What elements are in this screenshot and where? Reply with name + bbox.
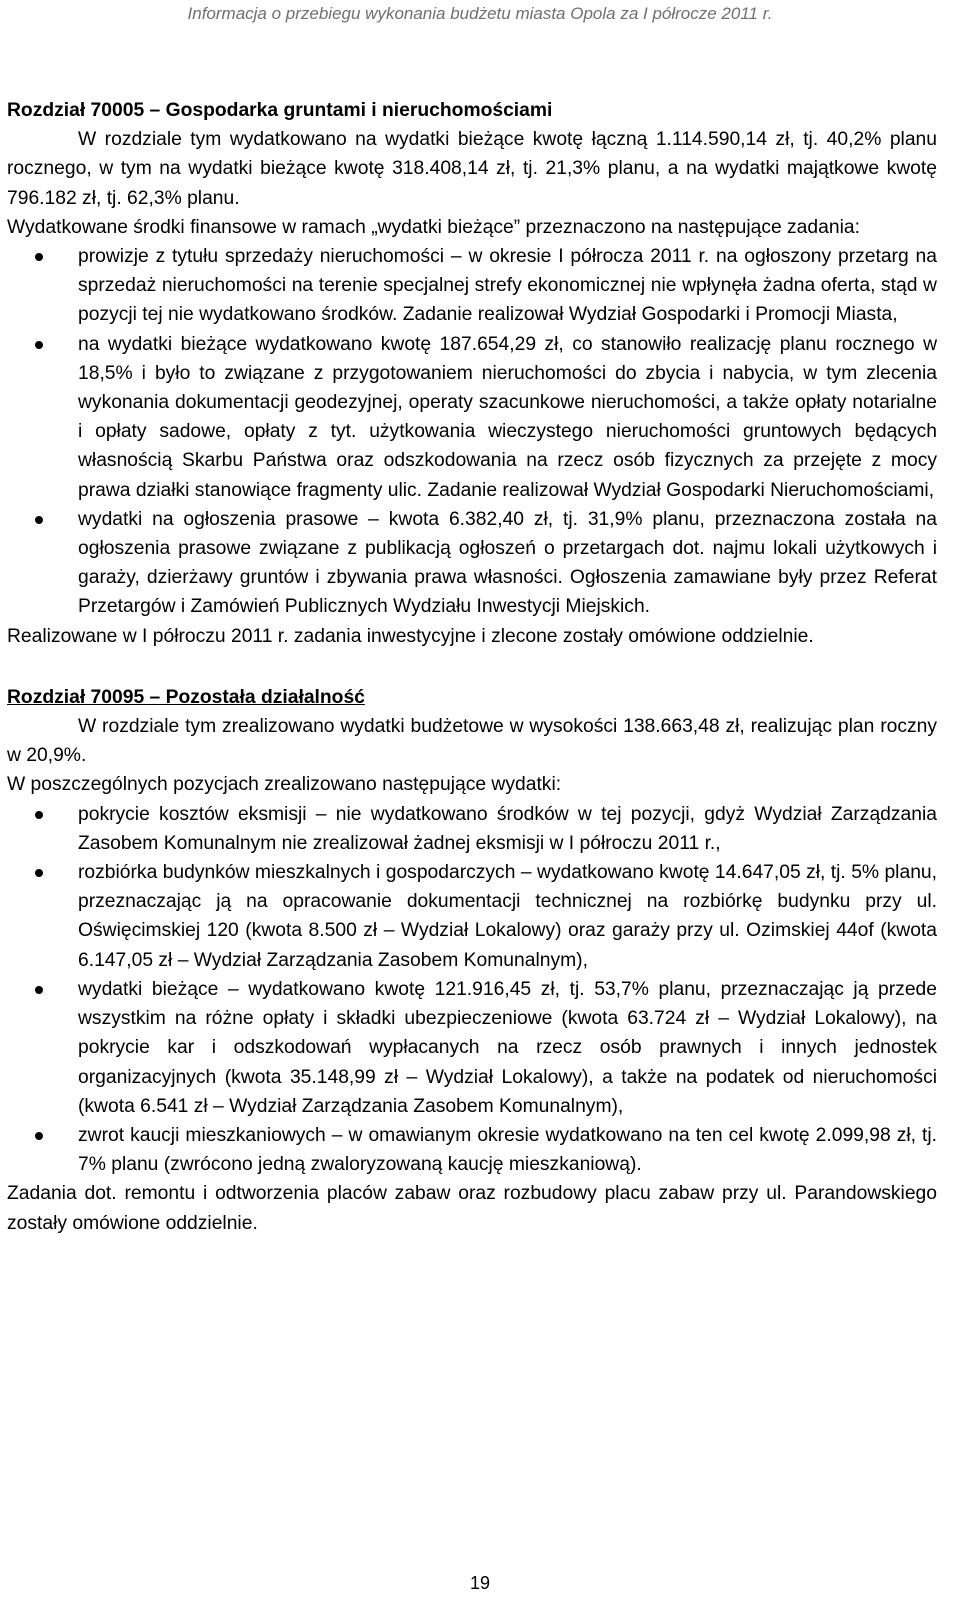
section-closing-70005: Realizowane w I półroczu 2011 r. zadania inwestycyjne i zlecone zostały omówione oddzielnie. [7,625,814,647]
page-number: 19 [469,1573,491,1593]
bullet-icon [35,869,43,877]
list-item-text: na wydatki bieżące wydatkowano kwotę 187.654,29 zł, co stanowiło realizację planu rocznego w 18,5% i było to związane z przygotowaniem nieruchomości do zbycia i nabycia, w tym zlecenia wykonania dokumentacji geodezyjnej, operaty szacunkowe nieruchomości, a także opłaty notarialne i opłaty sadowe, opłaty z tyt. użytkowania wieczystego nieruchomości gruntowych będących własnością Skarbu Państwa oraz odszkodowania na rzecz osób fizycznych za przejęte z mocy prawa działki stanowiące fragmenty ulic. Zadanie realizował Wydział Gospodarki Nieruchomościami, [78,333,937,501]
section-heading-70095: Rozdział 70095 – Pozostała działalność [7,686,365,708]
bullet-icon [35,341,43,349]
section-closing-70095: Zadania dot. remontu i odtworzenia placów zabaw oraz rozbudowy placu zabaw przy ul. Parandowskiego zostały omówione oddzielnie. [7,1183,937,1234]
bullet-list-70005 [7,242,937,622]
list-item [7,242,937,330]
page-body [7,96,937,1238]
section-intro-70005: W rozdziale tym wydatkowano na wydatki bieżące kwotę łączną 1.114.590,14 zł, tj. 40,2% planu rocznego, w tym na wydatki bieżące kwotę 318.408,14 zł, tj. 21,3% planu, a na wydatki majątkowe kwotę 796.182 zł, tj. 62,3% planu. [7,129,937,209]
list-item-text: rozbiórka budynków mieszkalnych i gospodarczych – wydatkowano kwotę 14.647,05 zł, tj. 5% planu, przeznaczając ją na opracowanie dokumentacji technicznej na rozbiórkę budynku przy ul. Oświęcimskiej 120 (kwota 8.500 zł – Wydział Lokalowy) oraz garaży przy ul. Ozimskiej 44of (kwota 6.147,05 zł – Wydział Zarządzania Zasobem Komunalnym), [78,862,937,971]
list-item [7,1121,937,1179]
list-item [7,505,937,622]
list-item-text: pokrycie kosztów eksmisji – nie wydatkowano środków w tej pozycji, gdyż Wydział Zarządzania Zasobem Komunalnym nie zrealizował żadnej eksmisji w I półroczu 2011 r., [78,803,937,854]
list-item [7,975,937,1121]
list-item [7,800,937,858]
section-lead-70005: Wydatkowane środki finansowe w ramach „wydatki bieżące” przeznaczono na następujące zadania: [7,216,860,238]
section-intro-70095: W rozdziale tym zrealizowano wydatki budżetowe w wysokości 138.663,48 zł, realizując plan roczny w 20,9%. [7,716,937,767]
bullet-icon [35,811,43,819]
section-heading-70005: Rozdział 70005 – Gospodarka gruntami i nieruchomościami [7,100,553,121]
list-item-text: wydatki bieżące – wydatkowano kwotę 121.916,45 zł, tj. 53,7% planu, przeznaczając ją przede wszystkim na różne opłaty i składki ubezpieczeniowe (kwota 63.724 zł – Wydział Lokalowy), na pokrycie kar i odszkodowań wypłacanych na rzecz osób prawnych i innych jednostek organizacyjnych (kwota 35.148,99 zł – Wydział Lokalowy), a także na podatek od nieruchomości (kwota 6.541 zł – Wydział Zarządzania Zasobem Komunalnym), [78,978,937,1117]
running-header: Informacja o przebiegu wykonania budżetu miasta Opola za I półrocze 2011 r. [187,4,773,23]
list-item-text: zwrot kaucji mieszkaniowych – w omawianym okresie wydatkowano na ten cel kwotę 2.099,98 zł, tj. 7% planu (zwrócono jedną zwaloryzowaną kaucję mieszkaniową). [78,1124,937,1176]
bullet-list-70095 [7,800,937,1180]
bullet-icon [35,986,43,994]
list-item-text: prowizje z tytułu sprzedaży nieruchomości – w okresie I półrocza 2011 r. na ogłoszony przetarg na sprzedaż nieruchomości na terenie specjalnej strefy ekonomicznej nie wpłynęła żadna oferta, stąd w pozycji tej nie wydatkowano środków. Zadanie realizował Wydział Gospodarki i Promocji Miasta, [78,246,937,326]
section-spacer [7,651,937,683]
bullet-icon [35,253,43,261]
list-item [7,330,937,505]
bullet-icon [35,1132,43,1140]
list-item-text: wydatki na ogłoszenia prasowe – kwota 6.382,40 zł, tj. 31,9% planu, przeznaczona została na ogłoszenia prasowe związane z publikacją ogłoszeń o przetargach dot. najmu lokali użytkowych i garaży, dzierżawy gruntów i zbywania prawa własności. Ogłoszenia zamawiane były przez Referat Przetargów i Zamówień Publicznych Wydziału Inwestycji Miejskich. [78,508,937,618]
list-item [7,858,937,975]
bullet-icon [35,516,43,524]
section-lead-70095: W poszczególnych pozycjach zrealizowano następujące wydatki: [7,774,562,796]
